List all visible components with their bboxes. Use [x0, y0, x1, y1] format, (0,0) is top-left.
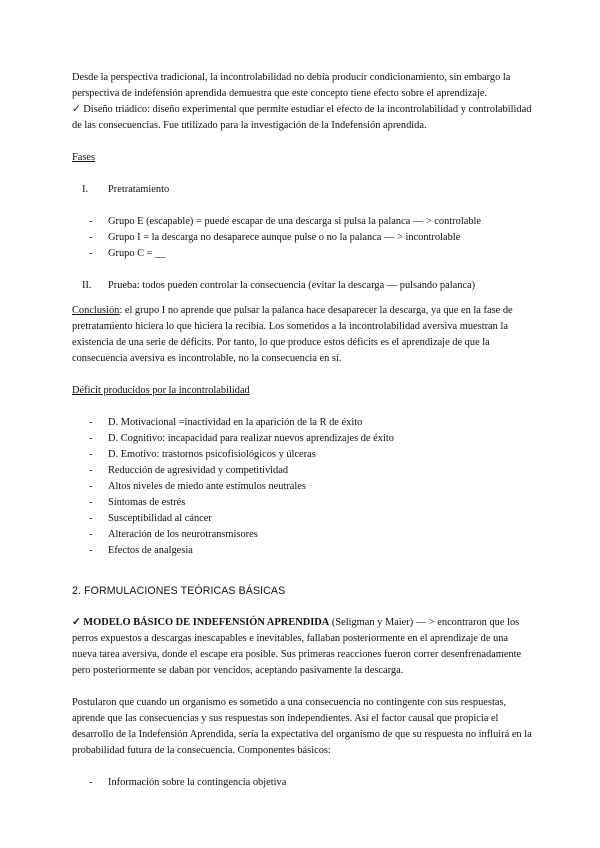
postulate-paragraph: Postularon que cuando un organismo es sometido a una consecuencia no contingente con sus respuestas, aprende que las consecuencias y sus respuestas son independientes. Así el factor causal que propicia el desarrollo de la Indefensión Aprendida, sería la expectativa del organismo de que su respuesta no influirá en la probabilidad futura de la consecuencia. Componentes básicos:: [72, 697, 532, 756]
dash-bullet: -: [89, 232, 93, 243]
components-list: [72, 775, 532, 791]
dash-bullet: -: [89, 497, 93, 508]
conclusion-label: Conclusión: [72, 305, 120, 316]
dash-bullet: -: [89, 481, 93, 492]
list-item: - D. Cognitivo: incapacidad para realizar nuevos aprendizajes de éxito: [72, 431, 532, 447]
list-item: - D. Emotivo: trastornos psicofisiológicos y úlceras: [72, 447, 532, 463]
model-text: (Seligman y Maier) — > encontraron que los perros expuestos a descargas inescapables e inevitables, fallaban posteriormente en el aprendizaje de una nueva tarea aversiva, donde el escape era posible. Sus primeras reacciones fueron correr desenfrenadamente pero posteriormente se daban por vencidos, aceptando pasivamente la descarga.: [72, 617, 522, 676]
triadic-design-paragraph: ✓ Diseño triádico: diseño experimental que permite estudiar el efecto de la incontrolabilidad y controlabilidad de las consecuencias. Fue utilizado para la investigación de la Indefensión aprendida.: [72, 104, 532, 131]
list-item: - Síntomas de estrés: [72, 495, 532, 511]
dash-bullet: -: [89, 529, 93, 540]
deficits-heading: Déficit producidos por la incontrolabilidad: [72, 385, 250, 396]
dash-bullet: -: [89, 465, 93, 476]
list-item: - Susceptibilidad al cáncer: [72, 511, 532, 527]
phase-2-number: II.: [82, 280, 92, 291]
dash-bullet: -: [89, 777, 93, 788]
conclusion-paragraph: [72, 303, 532, 367]
intro-paragraph: Desde la perspectiva tradicional, la incontrolabilidad no debía producir condicionamiento, sin embargo la perspectiva de indefensión aprendida demuestra que este concepto tiene efecto sobre el aprendizaje.: [72, 72, 511, 99]
model-title: ✓ MODELO BÁSICO DE INDEFENSIÓN APRENDIDA: [72, 617, 330, 628]
list-item: - Alteración de los neurotransmisores: [72, 527, 532, 543]
phase-1-number: I.: [82, 184, 89, 195]
section-2-heading: 2. FORMULACIONES TEÓRICAS BÁSICAS: [72, 585, 286, 597]
list-item: - Reducción de agresividad y competitividad: [72, 463, 532, 479]
phase-2: [72, 278, 532, 294]
dash-bullet: -: [89, 449, 93, 460]
list-item: - Grupo I = la descarga no desaparece aunque pulse o no la palanca — > incontrolable: [72, 230, 532, 246]
list-item: - Altos niveles de miedo ante estímulos neutrales: [72, 479, 532, 495]
model-paragraph: [72, 615, 532, 679]
dash-bullet: -: [89, 513, 93, 524]
phase-2-label: Prueba: todos pueden controlar la consecuencia (evitar la descarga — pulsando palanca): [108, 280, 476, 291]
list-item: - Grupo E (escapable) = puede escapar de una descarga si pulsa la palanca — > controlable: [72, 214, 532, 230]
list-item: - Efectos de analgesia: [72, 543, 532, 559]
deficits-list: [72, 415, 532, 559]
groups-list: [72, 214, 532, 262]
list-item: - Información sobre la contingencia objetiva: [72, 775, 532, 791]
conclusion-text: : el grupo I no aprende que pulsar la palanca hace desaparecer la descarga, ya que en la fase de pretratamiento hiciera lo que hiciera la recibía. Los sometidos a la incontrolabilidad aversiva muestran la existencia de una serie de déficits. Por tanto, lo que produce estos déficits es el aprendizaje de que la consecuencia aversiva es incontrolable, no la consecuencia en sí.: [72, 305, 513, 364]
document-page: [72, 70, 532, 791]
list-item: - D. Motivacional =inactividad en la aparición de la R de éxito: [72, 415, 532, 431]
dash-bullet: -: [89, 216, 93, 227]
phase-1: [72, 182, 532, 198]
dash-bullet: -: [89, 417, 93, 428]
dash-bullet: -: [89, 545, 93, 556]
list-item: - Grupo C = __: [72, 246, 532, 262]
dash-bullet: -: [89, 248, 93, 259]
fases-heading: Fases: [72, 152, 96, 163]
dash-bullet: -: [89, 433, 93, 444]
phase-1-label: Pretratamiento: [108, 184, 170, 195]
